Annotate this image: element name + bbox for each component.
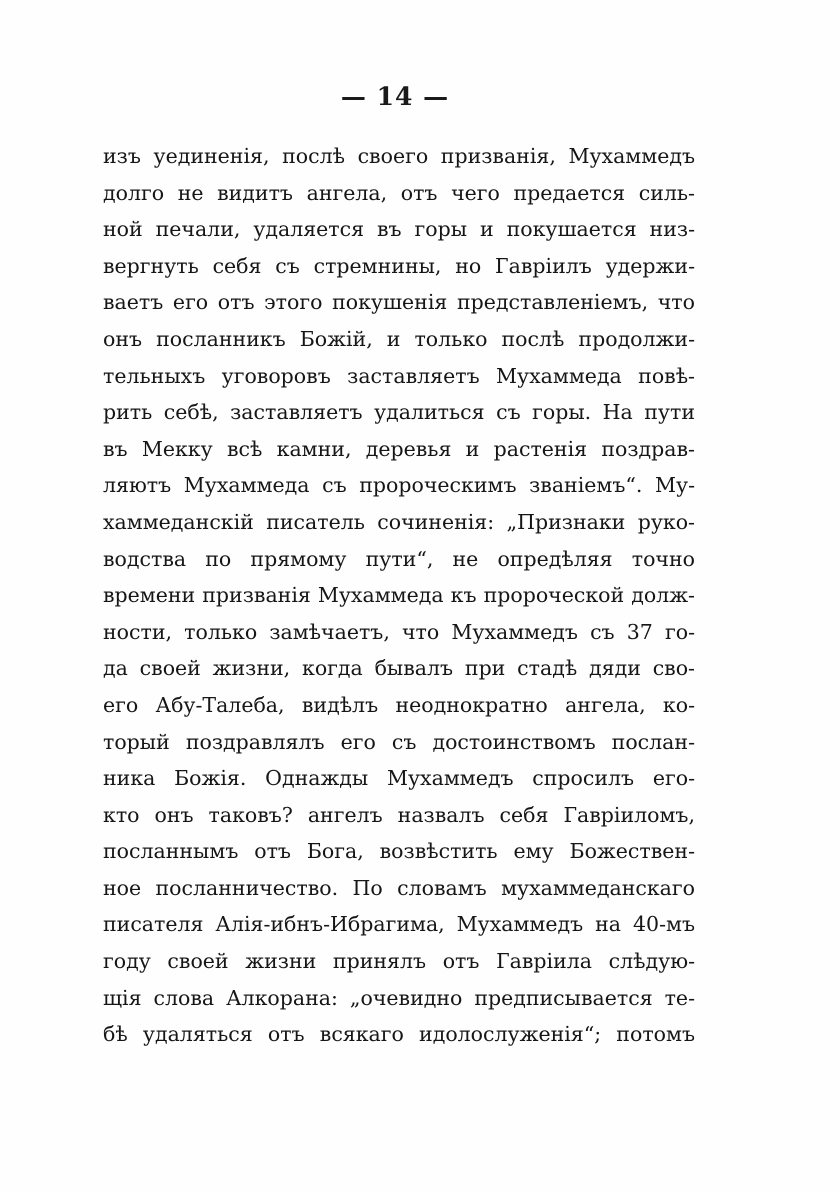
- text-line: изъ уединенія, послѣ своего призванія, Мухаммедъ: [103, 144, 695, 168]
- text-line: году своей жизни принялъ отъ Гавріила слѣдую-: [103, 949, 695, 974]
- page-number: — 14 —: [340, 82, 450, 111]
- text-line: да своей жизни, когда бывалъ при стадѣ дяди сво-: [103, 656, 695, 681]
- text-line: вергнуть себя съ стремнины, но Гавріилъ удержи-: [103, 253, 695, 278]
- text-line: онъ посланникъ Божій, и только послѣ продолжи-: [103, 326, 695, 351]
- text-line: въ Мекку всѣ камни, деревья и растенія поздрав-: [103, 436, 695, 461]
- text-line: долго не видитъ ангела, отъ чего предается силь-: [103, 180, 695, 205]
- text-line: ваетъ его отъ этого покушенія представленіемъ, что: [103, 290, 695, 315]
- body-text: [103, 138, 695, 1053]
- text-line: тельныхъ уговоровъ заставляетъ Мухаммеда повѣ-: [103, 363, 695, 388]
- text-line: ника Божія. Однажды Мухаммедъ спросилъ его-: [103, 766, 695, 791]
- text-line: хаммеданскій писатель сочиненія: „Признаки руко-: [103, 509, 695, 534]
- text-line: ное посланничество. По словамъ мухаммеданскаго: [103, 875, 695, 900]
- text-line: посланнымъ отъ Бога, возвѣстить ему Божествен-: [103, 839, 695, 864]
- text-line: торый поздравлялъ его съ достоинствомъ послан-: [103, 729, 695, 754]
- text-line: ности, только замѣчаетъ, что Мухаммедъ съ 37 го-: [103, 619, 695, 644]
- text-line: водства по прямому пути“, не опредѣляя точно: [103, 546, 695, 571]
- text-line: писателя Алія-ибнъ-Ибрагима, Мухаммедъ на 40-мъ: [103, 912, 695, 937]
- text-line: ной печали, удаляется въ горы и покушается низ-: [103, 217, 695, 242]
- text-line: кто онъ таковъ? ангелъ назвалъ себя Гавріиломъ,: [103, 802, 695, 827]
- text-line: рить себѣ, заставляетъ удалиться съ горы. На пути: [103, 400, 695, 425]
- text-line: щія слова Алкорана: „очевидно предписывается те-: [103, 985, 695, 1010]
- text-line: его Абу-Талеба, видѣлъ неоднократно ангела, ко-: [103, 692, 695, 717]
- text-line: ляютъ Мухаммеда съ пророческимъ званіемъ“. Му-: [103, 473, 695, 498]
- text-line: времени призванія Мухаммеда къ пророческой долж-: [103, 583, 695, 608]
- text-line: бѣ удаляться отъ всякаго идолослуженія“; потомъ: [103, 1022, 695, 1047]
